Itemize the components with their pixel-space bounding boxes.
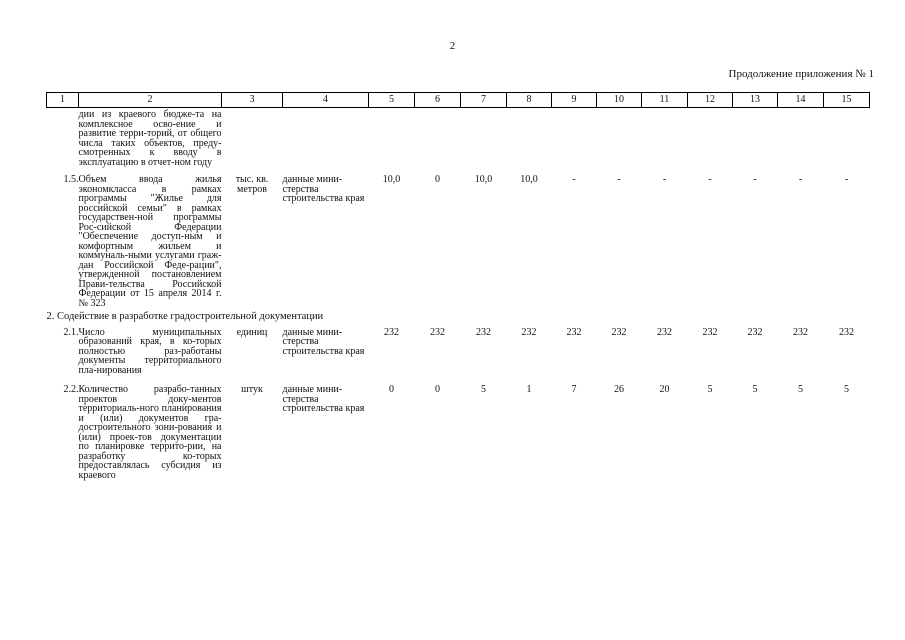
indicator-name: Объем ввода жилья экономкласса в рамках программы "Жилье для российской семьи" в рамках государствен-ной программы Рос-сийской Федерации "Обеспечение доступ-ным и комфортным жильем и коммуналь-ными услугами граж-дан Российской Феде-рации", утвержденной постановлением Прави-тельства Российской Федерации от 15 апреля 2014 г. № 323 (78, 174, 222, 309)
value-cell: 10,0 (382, 174, 401, 185)
section-row (47, 312, 870, 322)
value-cell: 7 (571, 384, 577, 395)
unit-cell: штук (241, 384, 263, 395)
value-cell: 5 (844, 384, 849, 395)
header-cell: 8 (507, 93, 552, 108)
value-cell: 5 (707, 384, 713, 395)
value-cell: 232 (839, 326, 854, 338)
indicator-name: дии из краевого бюдже-та на комплексное осво-ение и развитие терри-торий, от общего числа таких объектов, преду-смотренных к вводу в эксплуатацию в отчет-ном году (78, 109, 222, 168)
row-number: 1.5. (63, 174, 79, 185)
value-cell: 10,0 (520, 174, 538, 185)
row-number: 2.2. (63, 384, 79, 395)
value-cell: 232 (793, 326, 808, 338)
value-cell: 232 (476, 326, 491, 338)
value-cell: - (572, 174, 576, 185)
header-cell: 6 (415, 93, 461, 108)
value-cell: 232 (657, 326, 672, 338)
value-cell: 232 (566, 326, 582, 338)
unit-cell: единиц (236, 326, 268, 338)
header-cell: 3 (222, 93, 283, 108)
value-cell: 26 (614, 384, 624, 395)
header-cell: 7 (461, 93, 507, 108)
header-cell: 2 (79, 93, 222, 108)
page-number: 2 (449, 40, 456, 52)
header-cell: 11 (642, 93, 688, 108)
value-cell: 232 (747, 326, 763, 338)
value-cell: 232 (521, 326, 537, 338)
table-row (47, 322, 870, 380)
value-cell: 0 (435, 174, 440, 185)
header-cell: 15 (824, 93, 870, 108)
value-cell: 10,0 (474, 174, 493, 185)
value-cell: 0 (435, 384, 440, 395)
indicators-table (46, 92, 870, 484)
value-cell: 232 (611, 326, 627, 338)
table-row (47, 108, 870, 170)
header-cell: 1 (47, 93, 79, 108)
source-cell: данные мини-стерства строительства края (282, 174, 365, 204)
source-cell: данные мини-стерства строительства края (282, 384, 365, 414)
table-row (47, 379, 870, 484)
header-cell: 4 (283, 93, 369, 108)
value-cell: 5 (481, 384, 486, 395)
value-cell: 5 (752, 384, 758, 395)
continuation-title: Продолжение приложения № 1 (728, 68, 874, 80)
value-cell: 20 (659, 384, 670, 395)
value-cell: 5 (798, 384, 803, 395)
indicator-name: Число муниципальных образований края, в ко-торых полностью раз-работаны документы территориального пла-нирования (78, 326, 222, 376)
header-row (47, 93, 870, 108)
value-cell: 232 (430, 326, 445, 338)
table-row (47, 169, 870, 312)
indicator-name: Количество разрабо-танных проектов доку-ментов территориаль-ного планирования и (или) документов гра-достроительного зони-рования и (или) проек-тов документации по планировке террито-рии, на разработку ко-торых предоставлялась субсидия из краевого (78, 384, 222, 481)
value-cell: 232 (702, 326, 718, 338)
header-cell: 5 (369, 93, 415, 108)
header-cell: 12 (688, 93, 733, 108)
value-cell: - (798, 174, 803, 185)
header-cell: 10 (597, 93, 642, 108)
header-cell: 14 (778, 93, 824, 108)
header-cell: 13 (733, 93, 778, 108)
value-cell: 232 (384, 326, 399, 338)
source-cell: данные мини-стерства строительства края (282, 326, 365, 357)
section-heading: 2. Содействие в разработке градостроительной документации (46, 311, 324, 322)
value-cell: - (617, 174, 621, 185)
value-cell: 1 (526, 384, 532, 395)
value-cell: - (844, 174, 849, 185)
value-cell: - (753, 174, 757, 185)
value-cell: 0 (389, 384, 394, 395)
row-number: 2.1. (63, 326, 79, 338)
unit-cell: тыс. кв. метров (235, 174, 269, 195)
value-cell: - (708, 174, 712, 185)
value-cell: - (662, 174, 667, 185)
header-cell: 9 (552, 93, 597, 108)
